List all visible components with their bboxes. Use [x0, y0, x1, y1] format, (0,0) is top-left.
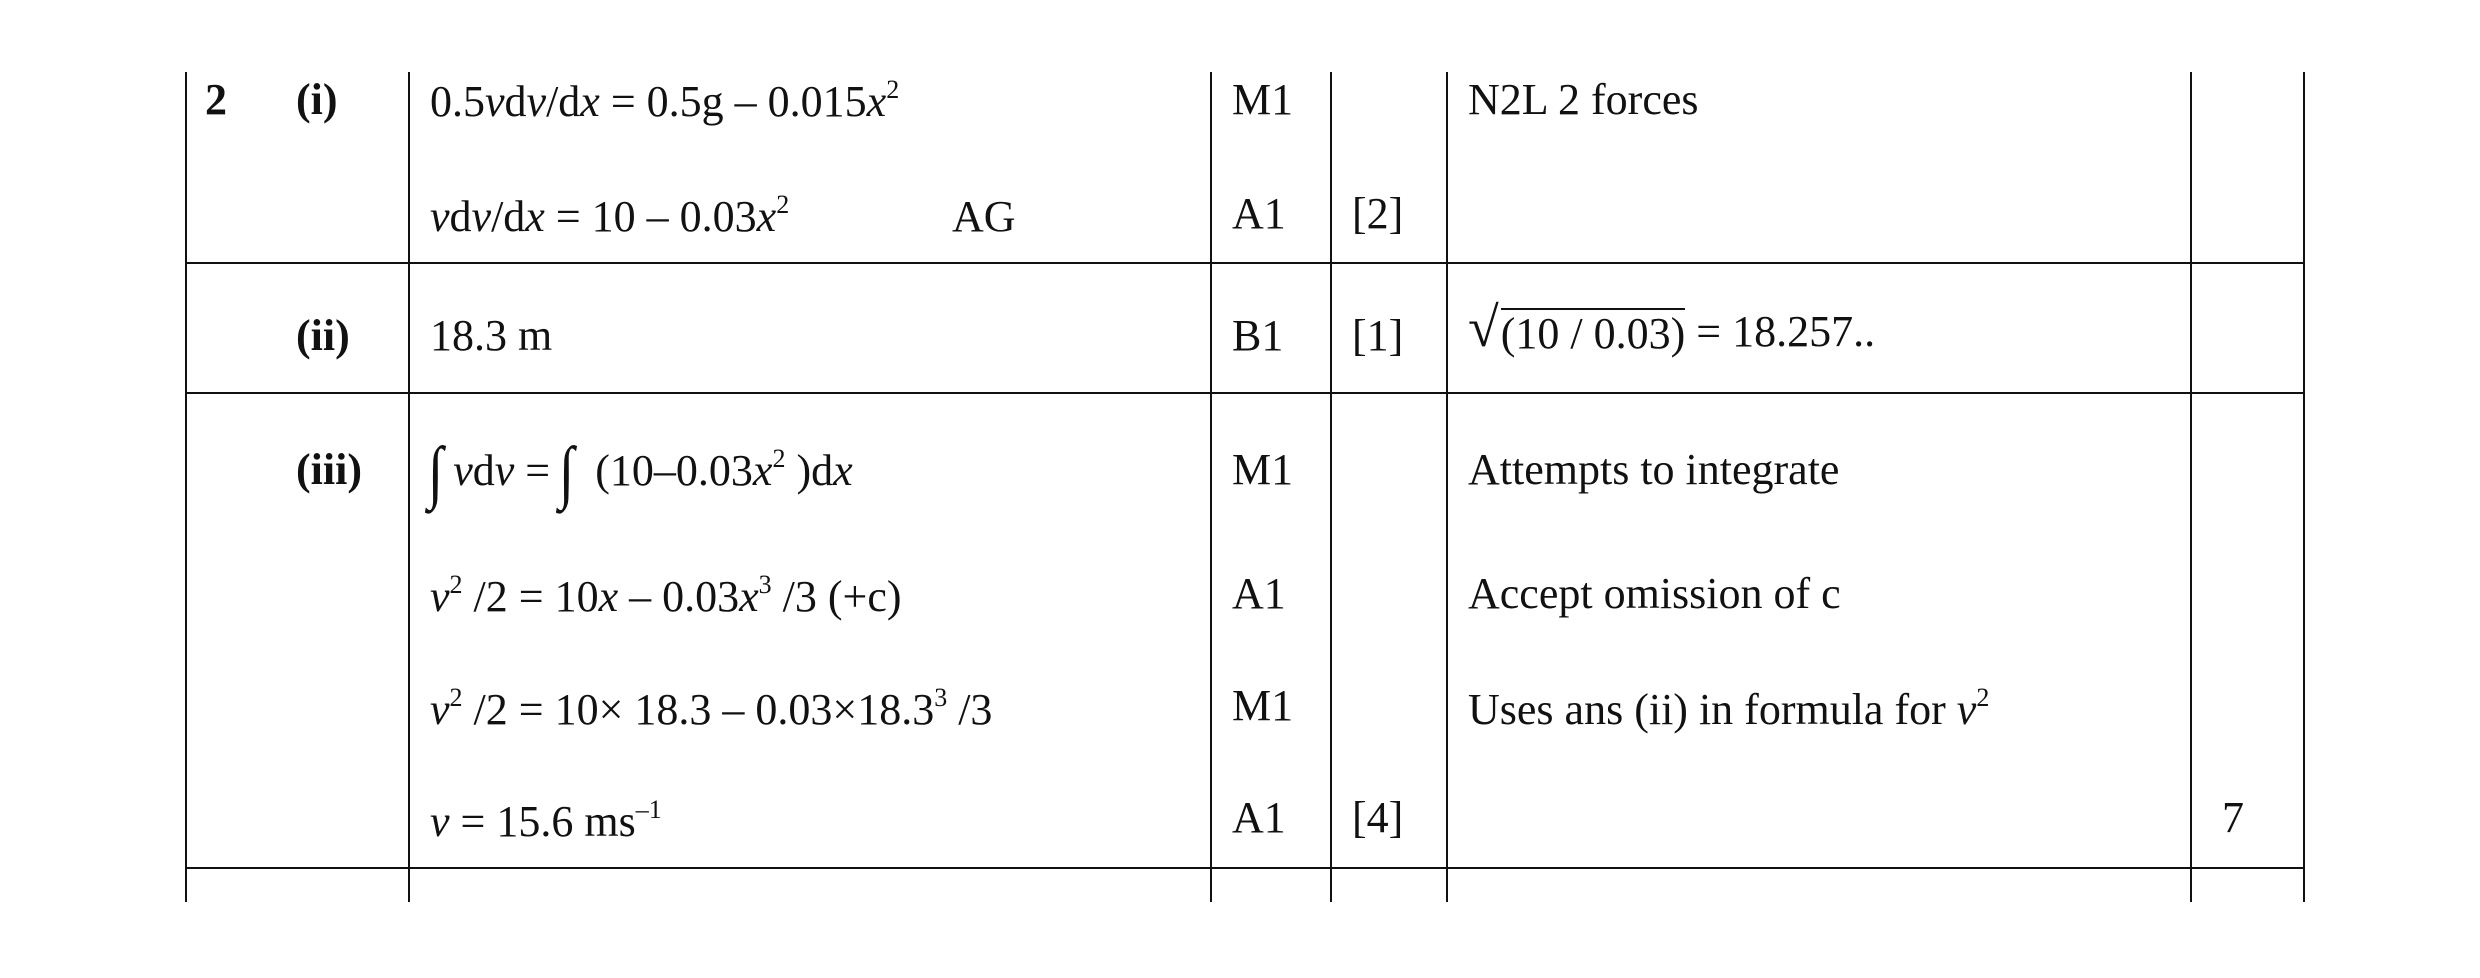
answer-given-marker: AG: [952, 192, 1016, 241]
row-divider-bottom: [185, 867, 2305, 869]
table-border-right: [2303, 72, 2305, 902]
row-divider-ii-iii: [185, 392, 2305, 394]
mark-code: A1: [1232, 793, 1286, 842]
part-total: [4]: [1352, 793, 1404, 842]
column-divider-question-total: [2190, 72, 2192, 902]
column-divider-total: [1330, 72, 1332, 902]
mark-code: M1: [1232, 445, 1294, 494]
part-label-ii: (ii): [296, 311, 350, 360]
working-line: $vdv/dx = 10 - 0.03x^2$: [430, 190, 790, 241]
mark-code: B1: [1232, 311, 1284, 360]
part-label-i: (i): [296, 75, 338, 124]
mark-code: A1: [1232, 569, 1286, 618]
part-label-iii: (iii): [296, 445, 362, 494]
mark-code: A1: [1232, 189, 1286, 238]
column-divider-notes: [1446, 72, 1448, 902]
column-divider-working: [408, 72, 410, 902]
part-total: [1]: [1352, 311, 1404, 360]
guidance-note: √ (10 / 0.03) = 18.257..: [1468, 297, 1876, 359]
guidance-note: Uses ans (ii) in formula for $v^2$: [1468, 683, 1990, 734]
integral-sign: ∫: [558, 434, 575, 511]
working-line: $0.5vdv/dx = 0.5g - 0.015x^2$: [430, 75, 900, 126]
guidance-note: Attempts to integrate: [1468, 445, 1840, 494]
part-total: [2]: [1352, 189, 1404, 238]
mark-code: M1: [1232, 75, 1294, 124]
working-line: $v^2$ $/2 = 10\times 18.3 - 0.03\times 18.3^3$ /3: [430, 683, 993, 734]
question-total: 7: [2222, 793, 2244, 842]
guidance-note: Accept omission of c: [1468, 569, 1841, 618]
question-number: 2: [205, 75, 227, 124]
row-divider-i-ii: [185, 262, 2305, 264]
mark-code: M1: [1232, 681, 1294, 730]
table-border-left: [185, 72, 187, 902]
working-line: 18.3 m: [430, 311, 553, 360]
working-line: $v^2$ $/2 = 10x - 0.03x^3$ /3 (+c): [430, 570, 902, 621]
integral-sign: ∫: [427, 434, 444, 511]
working-line: ∫ vdv = ∫ ($10-0.03x^2$ )dx: [427, 434, 853, 511]
working-line: v = 15.6 $ms^{-1}$: [430, 795, 662, 846]
column-divider-mark: [1210, 72, 1212, 902]
guidance-note: N2L 2 forces: [1468, 75, 1699, 124]
